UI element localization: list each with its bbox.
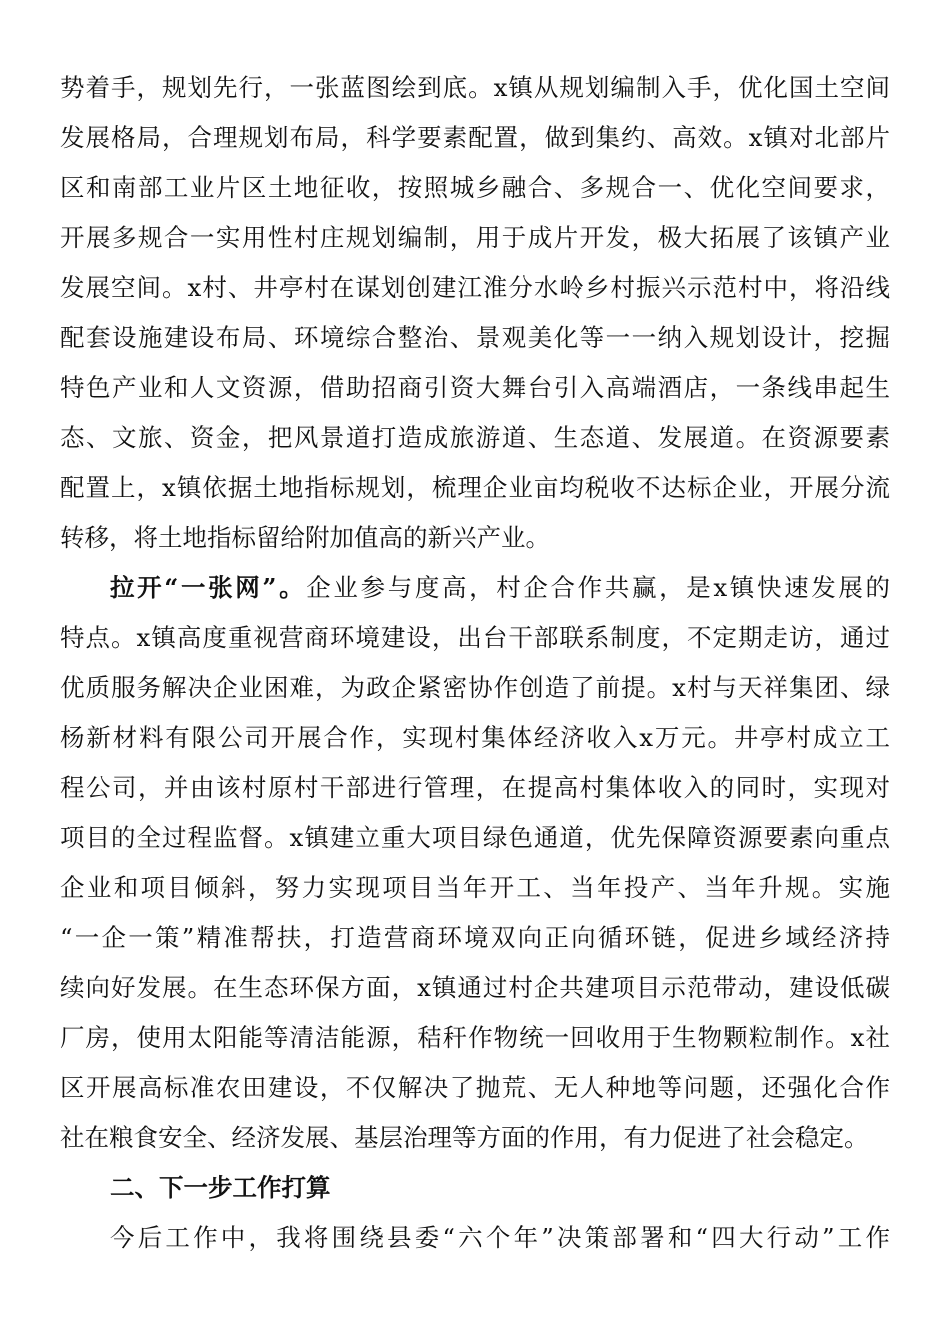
paragraph-line: 特色产业和人文资源，借助招商引资大舞台引入高端酒店，一条线串起生 (60, 373, 890, 402)
paragraph-line: 续向好发展。在生态环保方面，x镇通过村企共建项目示范带动，建设低碳 (60, 973, 890, 1002)
paragraph-line: 态、文旅、资金，把风景道打造成旅游道、生态道、发展道。在资源要素 (60, 423, 890, 452)
paragraph-line: 项目的全过程监督。x镇建立重大项目绿色通道，优先保障资源要素向重点 (60, 823, 890, 852)
paragraph-line: 发展格局，合理规划布局，科学要素配置，做到集约、高效。x镇对北部片 (60, 123, 890, 152)
paragraph-line: 势着手，规划先行，一张蓝图绘到底。x镇从规划编制入手，优化国土空间 (60, 73, 890, 102)
paragraph-first-line (110, 570, 890, 606)
paragraph-first-line: 今后工作中，我将围绕县委“六个年”决策部署和“四大行动”工作 (110, 1223, 890, 1252)
paragraph-line: 杨新材料有限公司开展合作，实现村集体经济收入x万元。井亭村成立工 (60, 723, 890, 752)
paragraph-line: 配置上，x镇依据土地指标规划，梳理企业亩均税收不达标企业，开展分流 (60, 473, 890, 502)
paragraph-line: 配套设施建设布局、环境综合整治、景观美化等一一纳入规划设计，挖掘 (60, 323, 890, 352)
paragraph-line: 特点。x镇高度重视营商环境建设，出台干部联系制度，不定期走访，通过 (60, 623, 890, 652)
paragraph-line: 企业和项目倾斜，努力实现项目当年开工、当年投产、当年升规。实施 (60, 873, 890, 902)
section-heading: 二、下一步工作打算 (110, 1173, 331, 1202)
paragraph-line: 社在粮食安全、经济发展、基层治理等方面的作用，有力促进了社会稳定。 (60, 1123, 869, 1152)
paragraph-line: 优质服务解决企业困难，为政企紧密协作创造了前提。x村与天祥集团、绿 (60, 673, 890, 702)
paragraph-line: 转移，将土地指标留给附加值高的新兴产业。 (60, 523, 550, 552)
paragraph-line: 厂房，使用太阳能等清洁能源，秸秆作物统一回收用于生物颗粒制作。x社 (60, 1023, 890, 1052)
paragraph-line: 区和南部工业片区土地征收，按照城乡融合、多规合一、优化空间要求， (60, 173, 890, 202)
paragraph-line: 区开展高标准农田建设，不仅解决了抛荒、无人种地等问题，还强化合作 (60, 1073, 890, 1102)
paragraph-line: 发展空间。x村、井亭村在谋划创建江淮分水岭乡村振兴示范村中，将沿线 (60, 273, 890, 302)
paragraph-text: 企业参与度高，村企合作共赢，是x镇快速发展的 (306, 573, 890, 602)
paragraph-line: 程公司，并由该村原村干部进行管理，在提高村集体收入的同时，实现对 (60, 773, 890, 802)
paragraph-lead-title: 拉开“一张网”。 (110, 573, 307, 602)
paragraph-line: “一企一策”精准帮扶，打造营商环境双向正向循环链，促进乡域经济持 (60, 923, 890, 952)
paragraph-line: 开展多规合一实用性村庄规划编制，用于成片开发，极大拓展了该镇产业 (60, 223, 890, 252)
